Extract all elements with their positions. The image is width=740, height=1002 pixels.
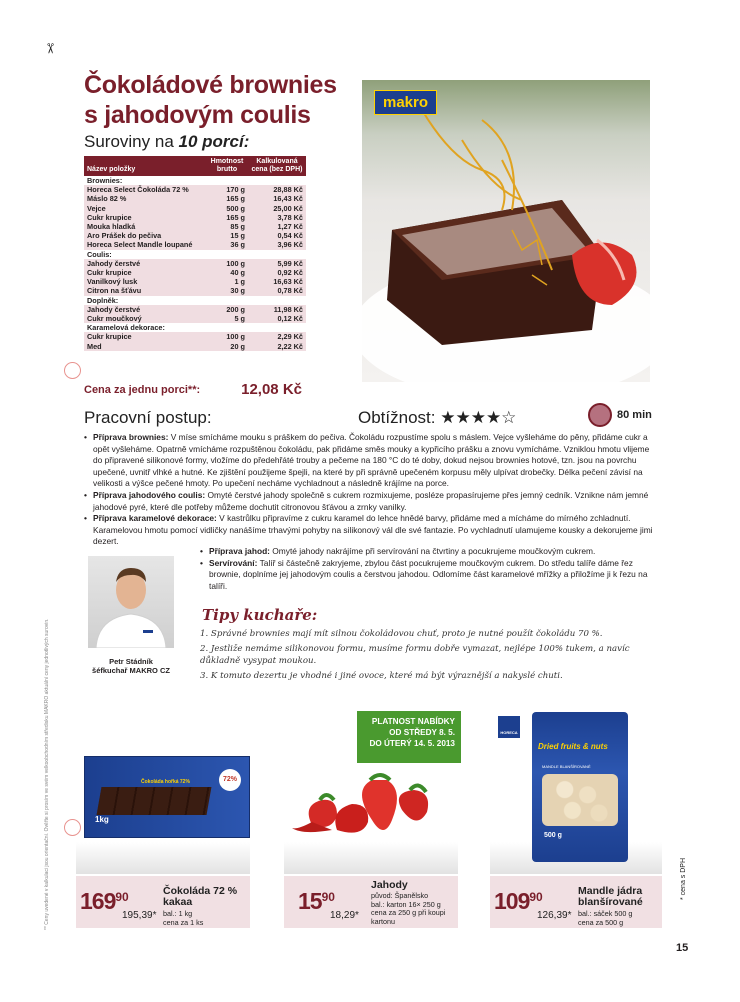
strawberries-image — [292, 770, 452, 840]
ingredient-table — [84, 156, 306, 351]
chef-name: Petr Stádník — [109, 657, 153, 666]
title-line-1: Čokoládové brownies — [84, 71, 337, 99]
title-line-2: s jahodovým coulis — [84, 101, 311, 129]
scissors-icon: ✂ — [42, 42, 59, 55]
chef-title: šéfkuchař MAKRO CZ — [92, 666, 170, 675]
table-row — [84, 332, 306, 341]
product-name-strawberries: Jahody — [371, 879, 408, 891]
table-row — [84, 240, 306, 249]
difficulty-label: Obtížnost: — [358, 408, 436, 427]
cell-weight: 165 g — [206, 194, 248, 203]
product-band — [76, 842, 250, 874]
cell-price — [248, 176, 306, 185]
table-section-row — [84, 296, 306, 305]
chocolate-package — [84, 756, 250, 838]
step-serving: • Servírování: Talíř si částečně zakryjeme, zbylou část pocukrujeme moučkovým cukrem. Do středu talíře dáme řez brownie, doplníme jej jahodovým coulis a čerstvou jahodou. Odlomíme část karamelové mřížky a přiložíme ji k řezu na talíři. — [200, 558, 658, 593]
table-row — [84, 204, 306, 213]
cell-name: Jahody čerstvé — [84, 259, 206, 268]
offer-line-3: DO ÚTERÝ 14. 5. 2013 — [369, 739, 455, 748]
chocolate-pack-weight: 1kg — [95, 815, 109, 824]
cell-price: 25,00 Kč — [248, 204, 306, 213]
cell-name: Cukr krupice — [84, 268, 206, 277]
product-name-chocolate: Čokoláda 72 % kakaa — [163, 885, 238, 908]
portion-price — [84, 381, 306, 398]
cell-name: Med — [84, 342, 206, 351]
cell-weight: 1 g — [206, 277, 248, 286]
table-row — [84, 342, 306, 351]
cell-price: 2,22 Kč — [248, 342, 306, 351]
product-details-almonds: bal.: sáček 500 g cena za 500 g — [578, 909, 633, 927]
cell-weight: 36 g — [206, 240, 248, 249]
cell-name: Jahody čerstvé — [84, 305, 206, 314]
cell-name: Aro Prášek do pečiva — [84, 231, 206, 240]
cell-name: Brownies: — [84, 176, 206, 185]
cell-price: 28,88 Kč — [248, 185, 306, 194]
brownie-illustration — [362, 80, 650, 382]
page-number: 15 — [676, 942, 689, 954]
cell-price: 16,63 Kč — [248, 277, 306, 286]
price-vat-strawberries: 18,29* — [330, 910, 359, 921]
cell-price: 0,78 Kč — [248, 286, 306, 295]
almond-package — [532, 712, 628, 862]
cell-price — [248, 296, 306, 305]
table-row — [84, 314, 306, 323]
cell-weight: 15 g — [206, 231, 248, 240]
portion-price-label: Cena za jednu porci**: — [84, 384, 201, 396]
procedure-steps-2 — [200, 546, 658, 592]
price-vat-chocolate: 195,39* — [122, 910, 157, 921]
price-main-strawberries: $15^{90}$ — [298, 888, 335, 914]
vat-note: * cena s DPH — [680, 857, 687, 900]
cell-name: Doplněk: — [84, 296, 206, 305]
cell-weight: 40 g — [206, 268, 248, 277]
step-brownies: • Příprava brownies: V míse smícháme mouku s práškem do pečiva. Čokoládu rozpustíme spolu s máslem. Vejce vyšleháme do pěny, přidáme cukr a opět vyšleháme. Opatrně vmícháme rozpuštěnou čokoládu, pak přidáme směs mouky a kypřicího prášku a znovu vymícháme. Vzniklou hmotu vlijeme do připravené silikonové formy, vložíme do předehřáté trouby a pečeme na 180 °C do té doby, dokud nejsou brownies hotové, tzn. jsou na povrchu upečené, uvnitř vlhké a hutné. Ke zjištění použijeme špejli, na které by při správně upečeném korpusu měly ulpívat drobečky. Délka pečení závisí na velikosti a výšce pečené hmoty. Po upečení necháme vychladnout a následně krájíme na porce. — [84, 432, 656, 490]
cell-weight: 85 g — [206, 222, 248, 231]
cell-weight — [206, 323, 248, 332]
servings — [84, 132, 249, 152]
cell-price: 0,92 Kč — [248, 268, 306, 277]
cell-price: 0,54 Kč — [248, 231, 306, 240]
table-row — [84, 213, 306, 222]
cell-price: 3,78 Kč — [248, 213, 306, 222]
price-main-chocolate: $169^{90}$ — [80, 888, 129, 914]
difficulty-stars: ★★★★☆ — [440, 408, 517, 427]
brand-logo: HORECA — [498, 716, 520, 738]
almond-pack-sub: MANDLE BLANŠÍROVANÉ — [542, 764, 591, 769]
product-name-almonds: Mandle jádra blanšírované — [578, 885, 643, 908]
almond-pack-title: Dried fruits & nuts — [538, 742, 608, 751]
cell-name: Horeca Select Čokoláda 72 % — [84, 185, 206, 194]
servings-prefix: Suroviny na — [84, 132, 179, 151]
chocolate-pack-title: Čokoláda hořká 72% — [141, 779, 190, 785]
servings-value: 10 porcí: — [178, 132, 250, 151]
table-section-row — [84, 250, 306, 259]
recipe-title — [84, 70, 354, 130]
portion-price-value: 12,08 Kč — [241, 381, 302, 398]
clock-icon — [588, 403, 612, 427]
almonds-window — [542, 774, 618, 826]
cell-price: 0,12 Kč — [248, 314, 306, 323]
hole-mark — [64, 819, 81, 836]
cell-weight — [206, 296, 248, 305]
cell-price — [248, 323, 306, 332]
table-row — [84, 194, 306, 203]
table-row — [84, 277, 306, 286]
cell-name: Mouka hladká — [84, 222, 206, 231]
cell-weight: 165 g — [206, 213, 248, 222]
tips-title: Tipy kuchaře: — [202, 606, 318, 624]
cell-price: 1,27 Kč — [248, 222, 306, 231]
step-strawberries: • Příprava jahod: Omyté jahody nakrájíme při servírování na čtvrtiny a pocukrujeme moučkovým cukrem. — [200, 546, 658, 558]
cell-price: 11,98 Kč — [248, 305, 306, 314]
cell-weight: 170 g — [206, 185, 248, 194]
cell-weight: 100 g — [206, 259, 248, 268]
cell-name: Máslo 82 % — [84, 194, 206, 203]
hole-mark — [64, 362, 81, 379]
cell-weight: 30 g — [206, 286, 248, 295]
table-row — [84, 231, 306, 240]
dessert-photo — [362, 80, 650, 382]
cell-weight: 200 g — [206, 305, 248, 314]
cell-weight: 500 g — [206, 204, 248, 213]
cell-name: Vejce — [84, 204, 206, 213]
product-band — [284, 842, 458, 874]
cell-price: 5,99 Kč — [248, 259, 306, 268]
cell-price: 16,43 Kč — [248, 194, 306, 203]
side-footnote: ** Ceny uvedené v kalkulaci jsou orientační. Ověřte si prosím ve svém velkoobchodním středisku MAKRO aktuální ceny jednotlivých surovin. — [44, 618, 50, 930]
cell-weight — [206, 176, 248, 185]
tip-3: 3. K tomuto dezertu je vhodné i jiné ovoce, které má být výraznější a nakyslé chuti. — [200, 670, 563, 681]
price-main-almonds: $109^{90}$ — [494, 888, 543, 914]
table-row — [84, 222, 306, 231]
cell-name: Vanilkový lusk — [84, 277, 206, 286]
cell-weight — [206, 250, 248, 259]
product-details-strawberries: původ: Španělsko bal.: karton 16× 250 g cena za 250 g při koupi kartonu — [371, 891, 446, 926]
cell-price: 2,29 Kč — [248, 332, 306, 341]
product-details-chocolate: bal.: 1 kg cena za 1 ks — [163, 909, 204, 927]
cell-price: 3,96 Kč — [248, 240, 306, 249]
almond-pack-weight: 500 g — [544, 832, 562, 839]
cell-name: Horeca Select Mandle loupané — [84, 240, 206, 249]
table-section-row — [84, 176, 306, 185]
offer-validity-banner — [357, 711, 461, 763]
tips-list — [200, 628, 630, 684]
table-section-row — [84, 323, 306, 332]
chef-photo — [88, 556, 174, 648]
col-weight: Hmotnost brutto — [206, 156, 248, 176]
offer-line-2: OD STŘEDY 8. 5. — [389, 728, 455, 737]
procedure-title: Pracovní postup: — [84, 408, 212, 427]
cell-name: Citron na šťávu — [84, 286, 206, 295]
table-row — [84, 185, 306, 194]
cell-name: Cukr krupice — [84, 213, 206, 222]
table-row — [84, 268, 306, 277]
tip-1: 1. Správné brownies mají mít silnou čokoládovou chuť, proto je nutné použít čokoládu 70 %. — [200, 629, 603, 639]
table-row — [84, 259, 306, 268]
cell-name: Karamelová dekorace: — [84, 323, 206, 332]
cell-weight: 5 g — [206, 314, 248, 323]
cell-weight: 20 g — [206, 342, 248, 351]
cell-price — [248, 250, 306, 259]
chocolate-bars — [97, 787, 212, 815]
col-price: Kalkulovaná cena (bez DPH) — [248, 156, 306, 176]
price-vat-almonds: 126,39* — [537, 910, 572, 921]
step-coulis: • Příprava jahodového coulis: Omyté čerstvé jahody společně s cukrem rozmixujeme, posléze propasírujeme přes jemný cedník. Vznikne nám jemné jahodové pyré, které dle potřeby můžeme dochutit citronovou šťávou a zrnky vanilky. — [84, 490, 656, 513]
prep-time: 80 min — [617, 409, 652, 421]
makro-logo: makro — [374, 90, 437, 115]
difficulty — [358, 408, 516, 428]
chocolate-badge: 72% — [219, 769, 241, 791]
procedure-steps — [84, 432, 656, 548]
offer-line-1: PLATNOST NABÍDKY — [371, 717, 455, 726]
col-name: Název položky — [84, 156, 206, 176]
chef-caption — [84, 657, 178, 675]
cell-weight: 100 g — [206, 332, 248, 341]
step-caramel: • Příprava karamelové dekorace: V kastrůlku připravíme z cukru karamel do lehce hnědé barvy, přidáme med a mícháme do mírného zchladnutí. Karamelovou hmotu pomocí vidličky nanášíme trhavými pohyby na silikonový vál dle své fantazie. Po vychladnutí ulamujeme kousky a dekorujeme jimi dezert. — [84, 513, 656, 548]
cell-name: Cukr krupice — [84, 332, 206, 341]
table-row — [84, 305, 306, 314]
table-row — [84, 286, 306, 295]
cell-name: Cukr moučkový — [84, 314, 206, 323]
tip-2: 2. Jestliže nemáme silikonovou formu, musíme formu dobře vymazat, nejlépe 100% tukem, a navíc důkladně vysypat moukou. — [200, 643, 630, 666]
cell-name: Coulis: — [84, 250, 206, 259]
